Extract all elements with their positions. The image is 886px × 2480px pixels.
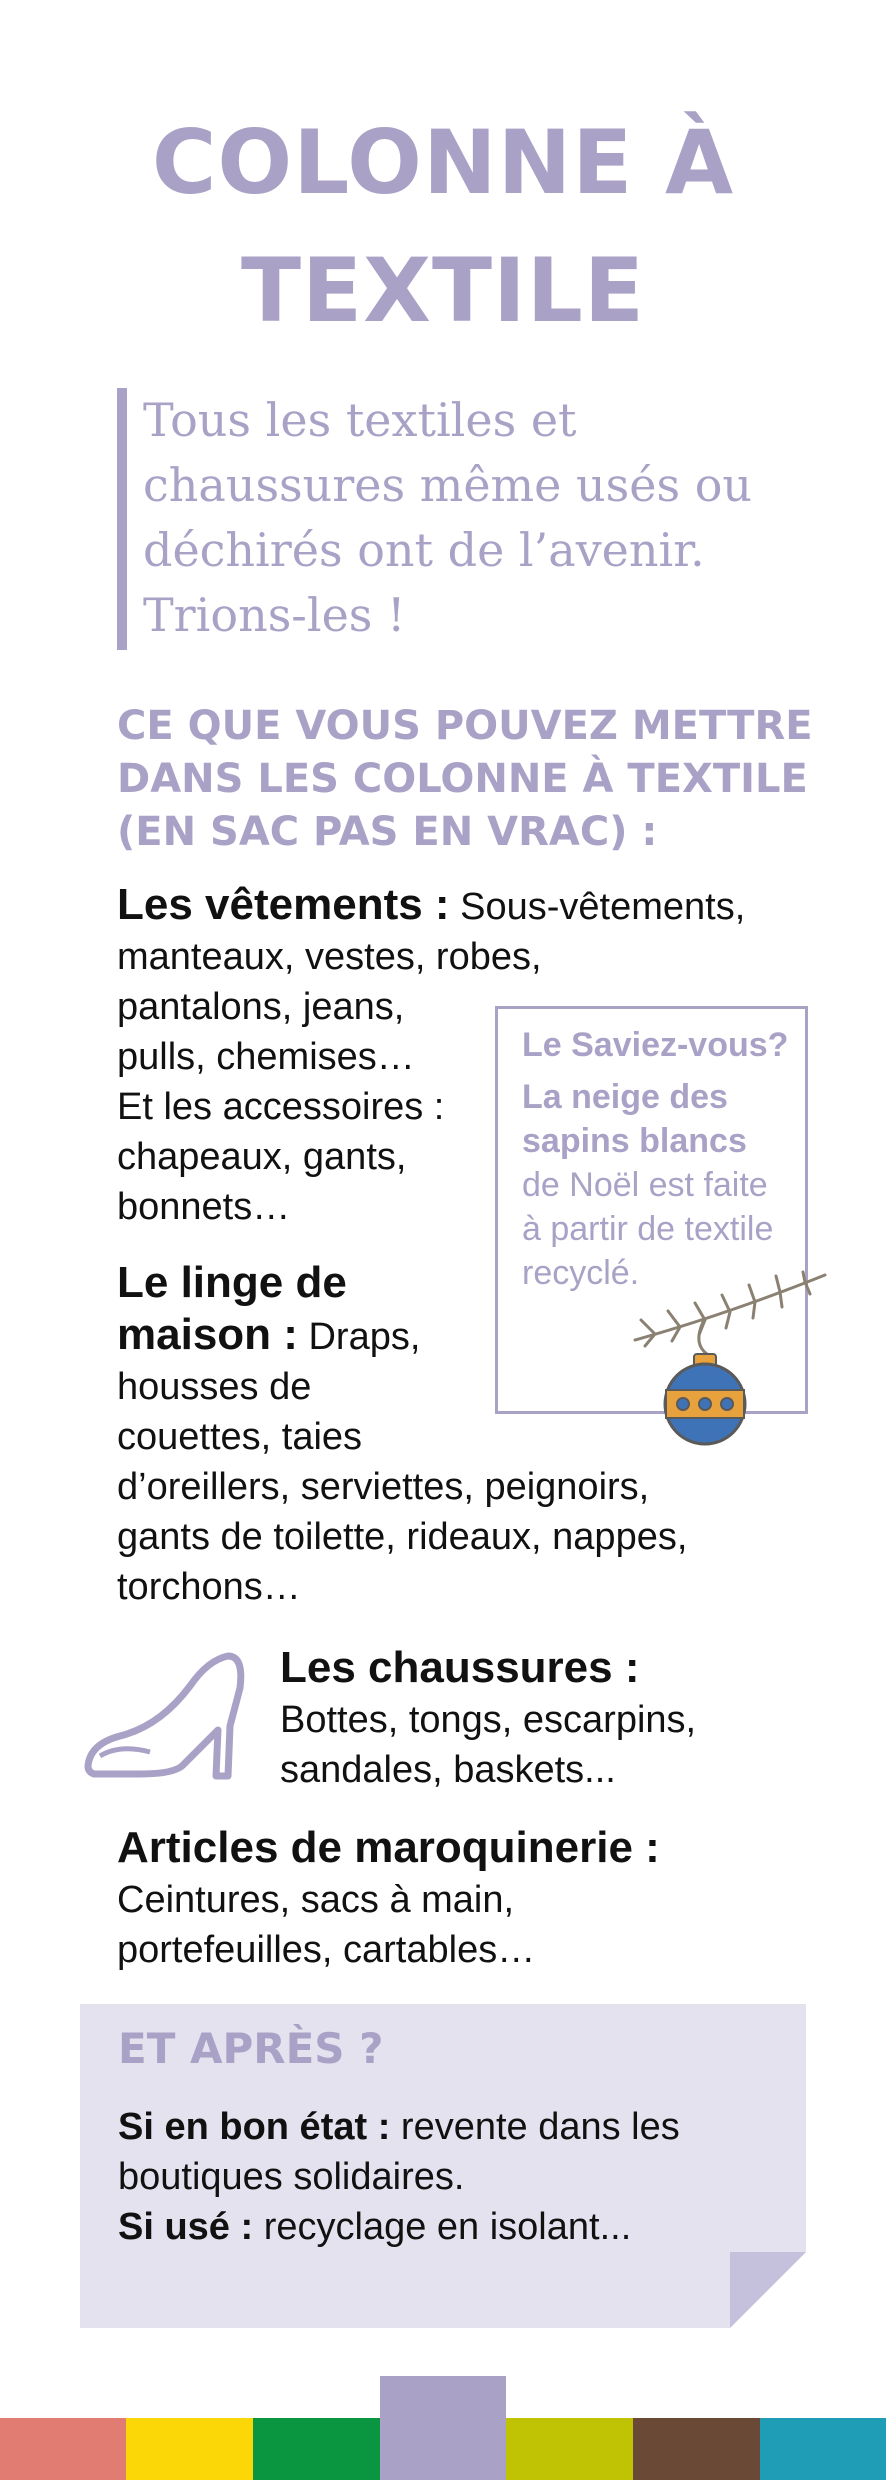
stripe-brown xyxy=(633,2418,760,2480)
stripe-lime xyxy=(506,2418,633,2480)
maroquinerie-text: Ceintures, sacs à main, xyxy=(117,1879,515,1921)
saviez-bold-line: sapins blancs xyxy=(522,1122,747,1160)
et-apres-text xyxy=(118,2102,778,2252)
linge-text: gants de toilette, rideaux, nappes, xyxy=(117,1516,688,1558)
use-text: recyclage en isolant... xyxy=(253,2206,632,2248)
page-fold-corner xyxy=(730,2252,806,2328)
linge-label: maison : xyxy=(117,1310,298,1359)
section-line: DANS LES COLONNE À TEXTILE xyxy=(117,756,808,802)
bon-etat-text: revente dans les xyxy=(390,2106,680,2148)
saviez-line: recyclé. xyxy=(522,1254,640,1292)
maroquinerie-label: Articles de maroquinerie : xyxy=(117,1823,660,1872)
saviez-line: de Noël est faite xyxy=(522,1166,768,1204)
title-line-1: COLONNE À xyxy=(151,111,735,214)
chaussures-label: Les chaussures : xyxy=(280,1643,640,1692)
vetements-text: manteaux, vestes, robes, xyxy=(117,936,542,978)
vetements-text: chapeaux, gants, xyxy=(117,1136,407,1178)
section-line: (EN SAC PAS EN VRAC) : xyxy=(117,809,658,855)
linge-text: Draps, xyxy=(297,1316,421,1358)
vetements-text: Et les accessoires : xyxy=(117,1086,445,1128)
high-heel-shoe-icon xyxy=(80,1648,250,1788)
section-heading xyxy=(117,700,817,859)
et-apres-heading: ET APRÈS ? xyxy=(118,2024,384,2073)
bon-etat-label: Si en bon état : xyxy=(118,2106,391,2148)
vetements-text: pulls, chemises… xyxy=(117,1036,415,1078)
intro-line: Tous les textiles et xyxy=(143,393,577,447)
stripe-green xyxy=(253,2418,380,2480)
linge-text: d’oreillers, serviettes, peignoirs, xyxy=(117,1466,650,1508)
vetements-text: bonnets… xyxy=(117,1186,291,1228)
vetements-label: Les vêtements : xyxy=(117,880,450,929)
stripe-teal xyxy=(760,2418,886,2480)
chaussures-text: sandales, baskets... xyxy=(280,1749,616,1791)
stripe-lavender xyxy=(380,2376,506,2480)
saviez-bold-line: La neige des xyxy=(522,1078,728,1116)
linge-text: couettes, taies xyxy=(117,1416,363,1458)
stripe-pink xyxy=(0,2418,126,2480)
chaussures-text: Bottes, tongs, escarpins, xyxy=(280,1699,697,1741)
et-apres-box xyxy=(80,2004,806,2328)
stripe-yellow xyxy=(126,2418,253,2480)
linge-label: Le linge de xyxy=(117,1258,347,1307)
saviez-vous-text xyxy=(522,1023,802,1295)
intro-line: chaussures même usés ou xyxy=(143,458,753,512)
quote-bar xyxy=(117,388,127,650)
ornament-icon xyxy=(625,1270,835,1470)
intro-line: Trions-les ! xyxy=(143,588,406,642)
intro-quote xyxy=(143,388,783,648)
use-label: Si usé : xyxy=(118,2206,254,2248)
intro-line: déchirés ont de l’avenir. xyxy=(143,523,705,577)
linge-text: torchons… xyxy=(117,1566,301,1608)
linge-text: housses de xyxy=(117,1366,312,1408)
saviez-vous-heading: Le Saviez-vous? xyxy=(522,1026,789,1064)
maroquinerie-text: portefeuilles, cartables… xyxy=(117,1929,536,1971)
title-line-2: TEXTILE xyxy=(241,239,645,342)
vetements-text: Sous-vêtements, xyxy=(449,886,746,928)
vetements-text: pantalons, jeans, xyxy=(117,986,405,1028)
section-line: CE QUE VOUS POUVEZ METTRE xyxy=(117,703,813,749)
maroquinerie-paragraph xyxy=(117,1823,660,1975)
bon-etat-text: boutiques solidaires. xyxy=(118,2156,465,2198)
chaussures-paragraph xyxy=(280,1643,696,1795)
saviez-line: à partir de textile xyxy=(522,1210,774,1248)
